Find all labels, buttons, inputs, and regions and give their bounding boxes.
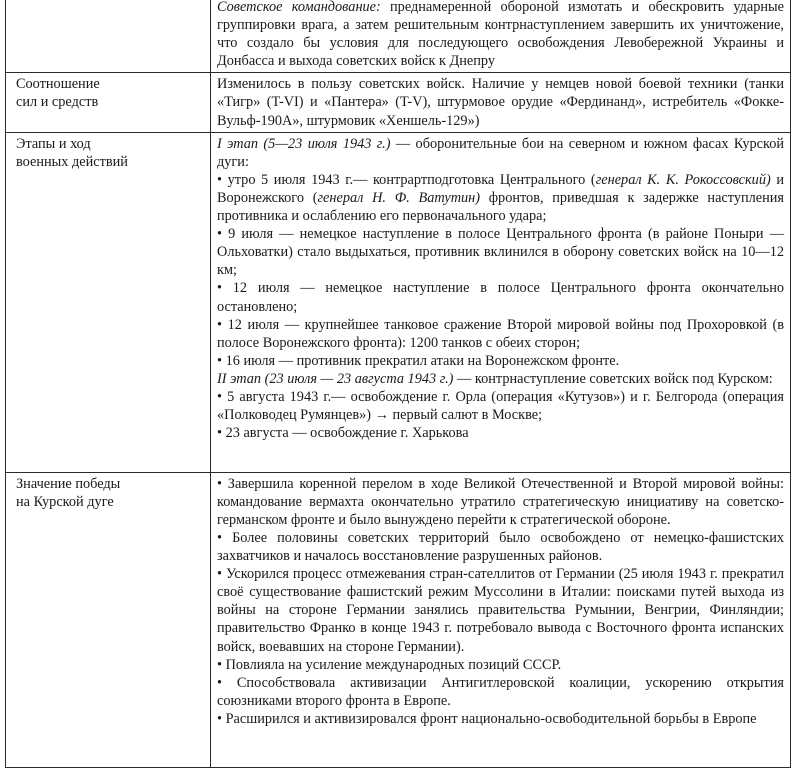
row-label-empty [6, 0, 211, 73]
meaning-item: • Расширился и активизировался фронт национально-освободительной борьбы в Европе [217, 710, 757, 727]
table-row-stages [6, 132, 791, 472]
stage1-bullet-5: • 16 июля — противник прекратил атаки на Воронежском фронте. [217, 352, 620, 369]
stage2-rest: — контрнаступление советских войск под Курском: [453, 370, 773, 387]
stage2-title: II этап (23 июля — 23 августа 1943 г.) [217, 370, 454, 387]
bullet-text: фронтов, приведшая к задержке наступления противника и ослаблению его первоначального удара; [217, 189, 784, 225]
stages-label: Этапы и ход военных действий [16, 135, 128, 170]
row-content-plan [211, 0, 791, 73]
meaning-label: Значение победы на Курской дуге [16, 475, 121, 510]
plan-lead: Советское командование: [217, 0, 381, 15]
stage2-heading [217, 370, 784, 388]
stage1-title: I этап (5—23 июля 1943 г.) [217, 135, 391, 152]
stage1-bullet-1 [217, 171, 784, 225]
meaning-item: • Способствовала активизации Антигитлеровской коалиции, ускорению открытия союзниками второго фронта в Европе. [217, 674, 784, 709]
meaning-item: • Завершила коренной перелом в ходе Великой Отечественной и Второй мировой войны: командование вермахта окончательно утратило стратегическую инициативу на советско-германском фронте и было вынуждено перейти к стратегической обороне. [217, 475, 784, 528]
kursk-battle-table [5, 0, 791, 768]
bullet-text: и Воронежского ( [217, 171, 784, 206]
meaning-item: • Более половины советских территорий было освобождено от немецко-фашистских захватчиков и началось восстановление разрушенных районов. [217, 529, 784, 565]
row-content-meaning [211, 472, 791, 767]
stage1-bullet-2: • 9 июля — немецкое наступление в полосе Центрального фронта (в районе Поныри — Ольховатки) стало выдыхаться, противник вклинился в оборону советских войск на 10—12 км; [217, 226, 784, 279]
ratio-label: Соотношение сил и средств [16, 76, 100, 111]
stage2-bullet-1: • 5 августа 1943 г.— освобождение г. Орла (операция «Кутузов») и г. Белгорода (операция «Полководец Румянцев») → первый салют в Москве; [217, 388, 784, 424]
row-label-stages [6, 132, 211, 472]
plan-paragraph [217, 0, 784, 70]
stage2-bullet-2: • 23 августа — освобождение г. Харькова [217, 425, 469, 442]
general-rokossovsky: генерал К. К. Рокоссовский) [595, 171, 771, 188]
ratio-text: Изменилось в пользу советских войск. Наличие у немцев новой боевой техники (танки «Тигр» (T-VI) и «Пантера» (T-V), штурмовое орудие «Фердинанд», истребитель «Фокке-Вульф-190А», штурмовик «Хеншель-129») [217, 76, 784, 129]
stage1-bullet-4: • 12 июля — крупнейшее танковое сражение Второй мировой войны под Прохоровкой (в полосе Воронежского фронта): 1200 танков с обеих сторон; [217, 316, 784, 351]
plan-text: преднамеренной обороной измотать и обескровить ударные группировки врага, а затем решительным контрнаступлением завершить их уничтожение, что создало бы условия для последующего освобождения Левобережной Украины и Донбасса и выхода советских войск к Днепру [217, 0, 785, 70]
row-label-ratio [6, 73, 211, 132]
row-content-stages [211, 132, 791, 472]
bullet-text: • утро 5 июля 1943 г.— контрартподготовка Центрального ( [217, 171, 596, 188]
table-row-plan [6, 0, 791, 73]
meaning-item: • Повлияла на усиление международных позиций СССР. [217, 656, 562, 673]
meaning-item: • Ускорился процесс отмежевания стран-сателлитов от Германии (25 июля 1943 г. прекратил своё существование фашистский режим Муссолини в Италии: поисками путей выхода из войны на стороне Германии занялись правительства Румынии, Венгрии, Финляндии; правительство Франко в конце 1943 г. потребовало вывода с Восточного фронта испанских войск, воевавших на стороне Германии). [217, 566, 784, 655]
stage1-bullet-3: • 12 июля — немецкое наступление в полосе Центрального фронта окончательно остановлено; [217, 280, 784, 315]
row-content-ratio [211, 73, 791, 132]
table-row-ratio [6, 73, 791, 132]
table-row-meaning [6, 472, 791, 767]
general-vatutin: генерал Н. Ф. Ватутин) [317, 189, 481, 206]
row-label-meaning [6, 472, 211, 767]
stage1-heading [217, 135, 784, 171]
stage1-rest: — оборонительные бои на северном и южном фасах Курской дуги: [217, 135, 784, 170]
